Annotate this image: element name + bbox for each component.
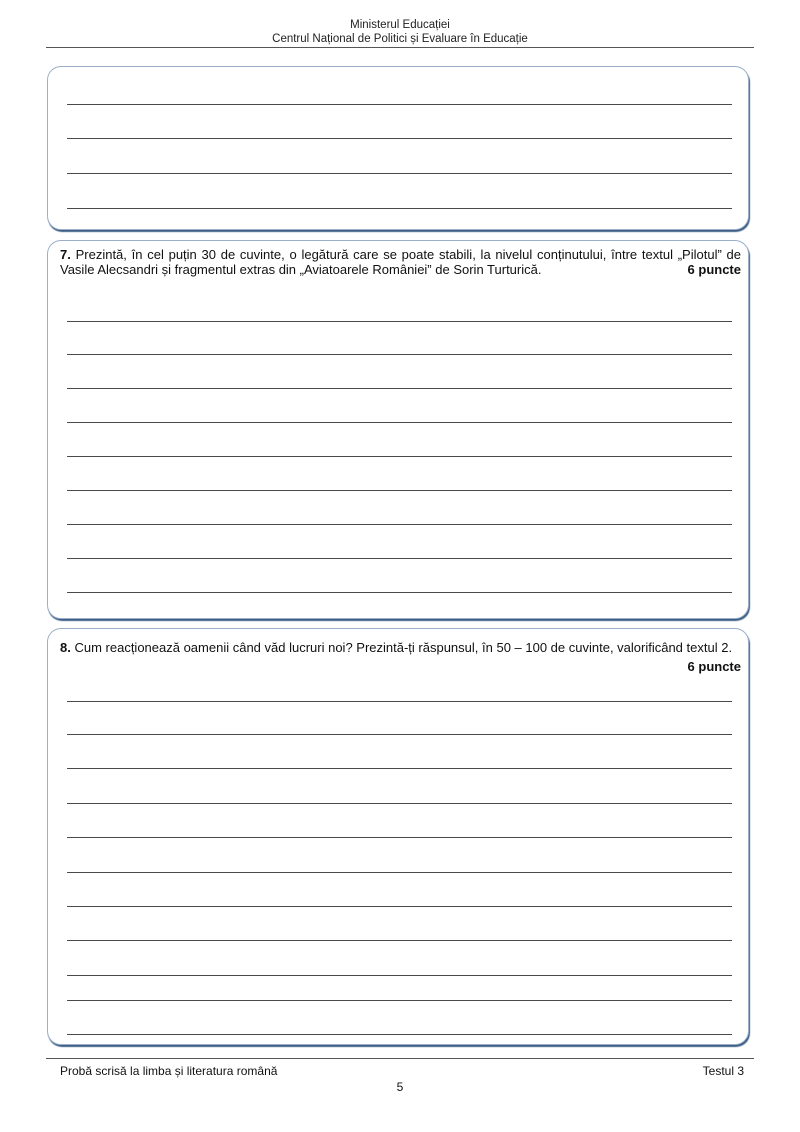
question-7-prompt: Prezintă, în cel puțin 30 de cuvinte, o legătură care se poate stabili, la nivelul conținutului, între textul „Pilotul” de Vasile Alecsandri și fragmentul extras din „Aviatoarele României” de Sorin Turturică. bbox=[60, 247, 741, 277]
ministry-name: Ministerul Educației bbox=[350, 19, 450, 31]
answer-line[interactable] bbox=[67, 592, 732, 593]
answer-line[interactable] bbox=[67, 354, 732, 355]
question-7-text bbox=[60, 247, 741, 277]
answer-line[interactable] bbox=[67, 138, 732, 139]
answer-line[interactable] bbox=[67, 321, 732, 322]
answer-line[interactable] bbox=[67, 872, 732, 873]
answer-line[interactable] bbox=[67, 208, 732, 209]
question-8-number: 8. bbox=[60, 640, 71, 655]
page-header bbox=[0, 18, 800, 46]
page-number: 5 bbox=[396, 1080, 404, 1094]
question-8-box bbox=[47, 628, 749, 1045]
answer-line[interactable] bbox=[67, 558, 732, 559]
answer-line[interactable] bbox=[67, 906, 732, 907]
header-divider bbox=[46, 47, 754, 48]
question-7-number: 7. bbox=[60, 247, 71, 262]
answer-line[interactable] bbox=[67, 975, 732, 976]
question-7-box bbox=[47, 240, 749, 619]
exam-title: Probă scrisă la limba și literatura română bbox=[60, 1064, 278, 1078]
answer-line[interactable] bbox=[67, 104, 732, 105]
answer-line[interactable] bbox=[67, 173, 732, 174]
center-name: Centrul Național de Politici și Evaluare în Educație bbox=[272, 33, 528, 45]
answer-box-continued bbox=[47, 66, 749, 230]
answer-line[interactable] bbox=[67, 422, 732, 423]
question-8-text bbox=[60, 640, 741, 655]
answer-line[interactable] bbox=[67, 940, 732, 941]
answer-line[interactable] bbox=[67, 734, 732, 735]
answer-line[interactable] bbox=[67, 803, 732, 804]
answer-line[interactable] bbox=[67, 837, 732, 838]
answer-line[interactable] bbox=[67, 456, 732, 457]
answer-line[interactable] bbox=[67, 768, 732, 769]
question-7-points: 6 puncte bbox=[687, 262, 741, 277]
answer-line[interactable] bbox=[67, 490, 732, 491]
answer-line[interactable] bbox=[67, 1000, 732, 1001]
question-8-prompt: Cum reacționează oamenii când văd lucruri noi? Prezintă-ți răspunsul, în 50 – 100 de cuvinte, valorificând textul 2. bbox=[74, 640, 733, 655]
answer-line[interactable] bbox=[67, 388, 732, 389]
question-8-points: 6 puncte bbox=[687, 659, 741, 674]
answer-line[interactable] bbox=[67, 1034, 732, 1035]
test-number: Testul 3 bbox=[702, 1064, 744, 1078]
answer-line[interactable] bbox=[67, 701, 732, 702]
footer-divider bbox=[46, 1058, 754, 1059]
answer-line[interactable] bbox=[67, 524, 732, 525]
